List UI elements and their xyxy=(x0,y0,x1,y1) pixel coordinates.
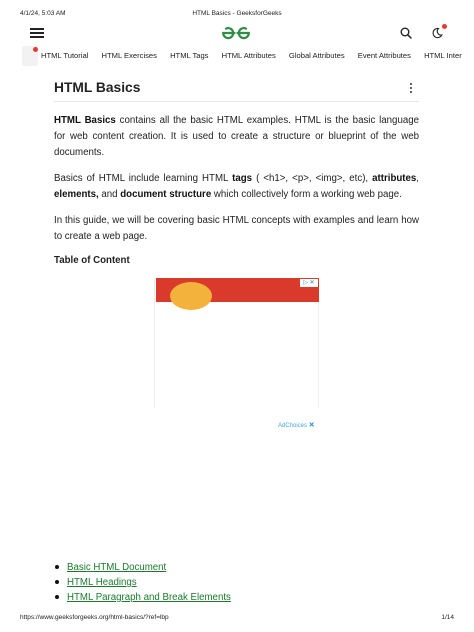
intro-text: contains all the basic HTML examples. HTML is the basic language for web content creation. It is used to create a structure or blueprint of the web documents. xyxy=(54,115,419,158)
nav-item-html-tutorial[interactable]: HTML Tutorial xyxy=(41,51,89,60)
adchoices-link[interactable] xyxy=(278,421,315,429)
nav-item-event-attributes[interactable]: Event Attributes xyxy=(357,51,411,60)
theme-moon-icon[interactable] xyxy=(431,27,443,39)
print-header xyxy=(0,0,474,22)
ad-banner-image[interactable] xyxy=(156,278,319,302)
print-url: https://www.geeksforgeeks.org/html-basics/?ref=lbp xyxy=(20,614,169,621)
nav-item-html-tags[interactable]: HTML Tags xyxy=(170,51,209,60)
nav-item-html-exercises[interactable]: HTML Exercises xyxy=(101,51,157,60)
notification-dot xyxy=(442,24,447,29)
notification-dot xyxy=(33,47,38,52)
toc-list xyxy=(54,560,231,605)
basics-bold-tags: tags xyxy=(232,173,253,184)
print-footer xyxy=(0,614,474,628)
list-item xyxy=(54,590,231,605)
toc-link-html-paragraph[interactable]: HTML Paragraph and Break Elements xyxy=(67,592,231,603)
advertisement[interactable] xyxy=(154,278,319,408)
basics-bold-attributes: attributes xyxy=(372,173,417,184)
more-options-icon[interactable] xyxy=(410,83,413,95)
print-page-number: 1/14 xyxy=(441,614,454,621)
menu-icon[interactable] xyxy=(30,28,44,38)
toc-heading: Table of Content xyxy=(54,255,130,266)
basics-text-2: ( <h1>, <p>, <img>, etc), xyxy=(252,173,373,184)
basics-paragraph xyxy=(54,171,419,203)
print-datetime: 4/1/24, 5:03 AM xyxy=(20,10,66,17)
toc-link-html-headings[interactable]: HTML Headings xyxy=(67,577,137,588)
print-page-title: HTML Basics - GeeksforGeeks xyxy=(192,10,282,17)
nav-item-html-attributes[interactable]: HTML Attributes xyxy=(221,51,276,60)
topic-nav xyxy=(20,46,462,66)
adchoices-label: AdChoices xyxy=(278,423,308,429)
nav-item-global-attributes[interactable]: Global Attributes xyxy=(288,51,345,60)
intro-paragraph xyxy=(54,113,419,161)
guide-paragraph: In this guide, we will be covering basic HTML concepts with examples and learn how to create a web page. xyxy=(54,215,419,242)
article-header xyxy=(54,74,419,102)
ad-close-button[interactable]: ▷ ✕ xyxy=(300,279,318,287)
close-icon[interactable]: ✕ xyxy=(308,422,315,429)
ad-graphic xyxy=(170,282,212,310)
basics-bold-document-structure: document structure xyxy=(120,189,212,200)
site-header xyxy=(20,22,454,44)
intro-bold: HTML Basics xyxy=(54,115,116,126)
basics-text-4: and xyxy=(98,189,121,200)
nav-item-html-inter[interactable]: HTML Inter xyxy=(424,51,462,60)
list-item xyxy=(54,575,231,590)
search-icon[interactable] xyxy=(400,27,412,39)
article xyxy=(54,74,419,266)
basics-bold-elements: elements, xyxy=(54,189,99,200)
basics-text-1: Basics of HTML include learning HTML xyxy=(54,173,233,184)
list-item xyxy=(54,560,231,575)
basics-text-5: which collectively form a working web page. xyxy=(211,189,402,200)
page-title: HTML Basics xyxy=(54,80,141,95)
geeksforgeeks-logo[interactable] xyxy=(220,26,252,40)
toc-link-basic-html-document[interactable]: Basic HTML Document xyxy=(67,562,167,573)
nav-home-tab[interactable] xyxy=(22,46,38,66)
basics-text-3: , xyxy=(416,173,419,184)
